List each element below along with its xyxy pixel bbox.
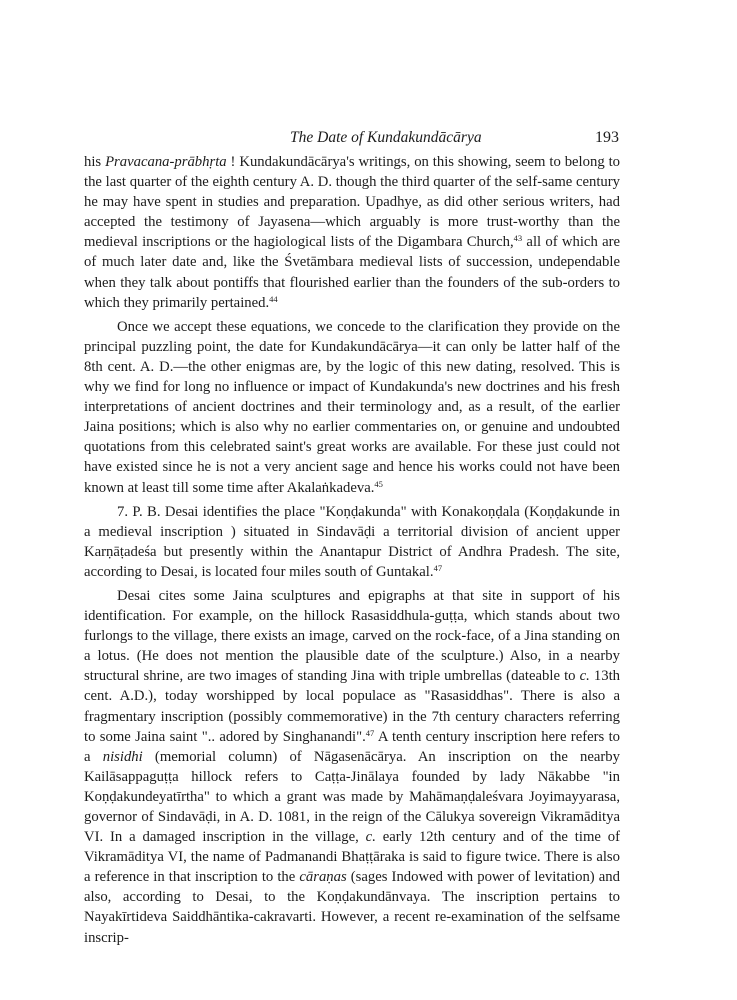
- text-run: ! Kundakundācārya's writings, on this showing, seem to belong to the last quarter of the eighth century A. D. though the third quarter of the self-same century he may have spent in studies and preparation. Upadhye, as did other serious writers, had accepted the testimony of Jayasena—which arguably is more trust-worthy than the medieval inscriptions or the hagiological lists of the Digambara Church,: [84, 154, 621, 251]
- footnote-ref: 47: [365, 727, 375, 738]
- page-header: [84, 129, 619, 151]
- text-run: (memorial column) of Nāgasenācārya. An inscription on the nearby Kailāsappaguṭṭa hillock refers to Caṭṭa-Jinālaya founded by lady Nākabbe "in Koṇḍakundeyatīrtha" to which a grant was made by Mahāmaṇḍaleśvara Joyimayyarasa, governor of Sindavāḍi, in A. D. 1081, in the reign of the Cālukya sovereign Vikramāditya VI. In a damaged inscription in the village,: [84, 748, 620, 846]
- italic-text: cāraṇas: [299, 869, 347, 886]
- text-run: Desai cites some Jaina sculptures and epigraphs at that site in support of his identification. For example, on the hillock Rasasiddhula-guṭṭa, which stands about two furlongs to the village, there exists an image, carved on the rock-face, of a Jina standing on a lotus. (He does not mention the plausible date of the sculpture.) Also, in a nearby structural shrine, are two images of standing Jina with triple umbrellas (dateable to: [84, 587, 620, 685]
- footnote-ref: 43: [513, 233, 523, 244]
- footnote-ref: 45: [374, 478, 383, 489]
- paragraph: [84, 152, 620, 313]
- text-run: all of which are of much later date and, like the Śvetāmbara medieval lists of succession, undependable when they talk about pontiffs that flourished earlier than the founders of the sub-orders to which they primarily pertained.: [84, 234, 621, 311]
- italic-text: nisidhi: [102, 748, 143, 765]
- paragraph: [84, 502, 620, 582]
- text-run: 7. P. B. Desai identifies the place "Koṇḍakunda" with Konakoṇḍala (Koṇḍakunde in a medieval inscription ) situated in Sindavāḍi a territorial division of ancient upper Karṇāṭadeśa but presently within the Anantapur District of Andhra Pradesh. The site, according to Desai, is located four miles south of Guntakal.: [84, 503, 620, 580]
- footnote-ref: 44: [269, 293, 278, 304]
- paragraph: [84, 586, 620, 948]
- page-number: 193: [595, 129, 619, 146]
- text-run: Once we accept these equations, we concede to the clarification they provide on the principal puzzling point, the date for Kundakundācārya—it can only be latter half of the 8th cent. A. D.—the other enigmas are, by the logic of this new dating, resolved. This is why we find for long no influence or impact of Kundakunda's new doctrines and his fresh interpretations of ancient doctrines and their terminology and, as a result, of the earlier Jaina positions; which is also why no earlier commentaries on, or genuine and undoubted quotations from this celebrated saint's great works are available. For these just could not have existed since he is not a very ancient sage and hence his works could not have been known at least till some time after Akalaṅkadeva.: [84, 318, 620, 496]
- text-run: early 12th century and of the time of Vikramāditya VI, the name of Padmanandi Bhaṭṭāraka is said to figure twice. There is also a reference in that inscription to the: [84, 829, 620, 886]
- italic-text: Pravacana-prābhṛta: [105, 154, 227, 170]
- text-run: A tenth century inscription here refers to a: [84, 728, 620, 765]
- italic-text: c.: [365, 829, 376, 846]
- italic-text: c.: [579, 668, 590, 685]
- text-run: (sages Indowed with power of levitation) and also, according to Desai, to the Koṇḍakundānvaya. The inscription pertains to Nayakīrtideva Saiddhāntika-cakravarti. However, a recent re-examination of the selfsame inscrip-: [84, 869, 620, 946]
- running-title: The Date of Kundakundācārya: [290, 129, 482, 146]
- paragraph: [84, 317, 620, 498]
- text-run: 13th cent. A.D.), today worshipped by local populace as "Rasasiddhas". There is also a fragmentary inscription (possibly commemorative) in the 7th century characters referring to some Jaina saint ".. adored by Singhanandi".: [84, 668, 620, 745]
- body-text: [84, 152, 620, 952]
- footnote-ref: 47: [433, 562, 443, 573]
- text-run: his: [84, 154, 106, 170]
